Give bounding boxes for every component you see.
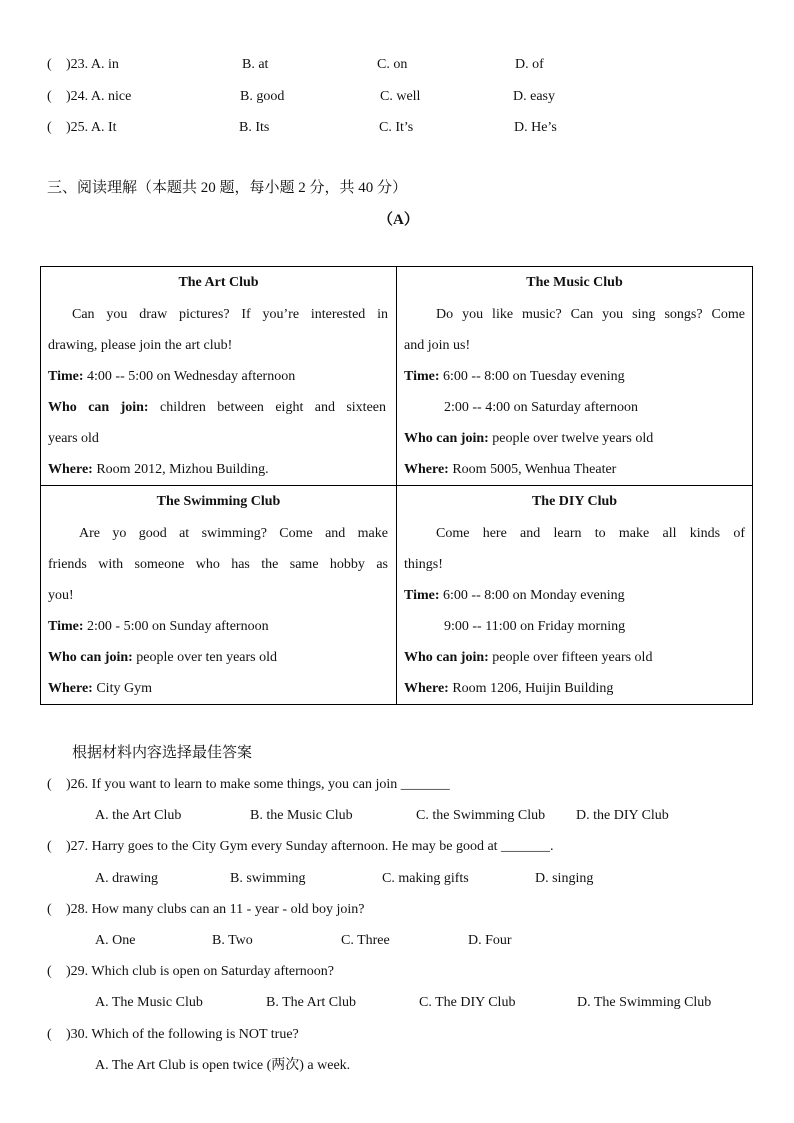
- club-who-row: [48, 649, 277, 667]
- club-description-cont: things!: [404, 557, 443, 572]
- answer-paren: (: [47, 777, 52, 792]
- option-d: D. The Swimming Club: [577, 995, 712, 1010]
- time-label: Time:: [404, 369, 440, 384]
- club-description: Do you like music? Can you sing songs? Come: [436, 307, 745, 322]
- time-label: Time:: [48, 619, 84, 634]
- club-who-row: [404, 649, 652, 667]
- club-description-cont: drawing, please join the art club!: [48, 338, 233, 353]
- option-a: A. The Music Club: [95, 995, 203, 1010]
- answer-paren: (: [47, 1027, 52, 1042]
- question-stem: )28. How many clubs can an 11 - year - old boy join?: [66, 902, 365, 917]
- option-c: C. The DIY Club: [419, 995, 516, 1010]
- option-c: C. well: [380, 89, 421, 104]
- club-who: children between eight and sixteen: [160, 400, 387, 415]
- option-c: C. making gifts: [382, 871, 469, 886]
- club-time-row: [404, 368, 625, 386]
- who-label: Who can join:: [404, 650, 489, 665]
- answer-paren: (: [47, 902, 52, 917]
- option-d: D. singing: [535, 871, 594, 886]
- option-b: B. good: [240, 89, 285, 104]
- club-who-row: [404, 430, 653, 448]
- answer-paren: (: [47, 120, 52, 135]
- club-time: 4:00 -- 5:00 on Wednesday afternoon: [87, 369, 296, 384]
- option-b: B. swimming: [230, 871, 306, 886]
- club-where: City Gym: [96, 681, 152, 696]
- question-stem: )24. A. nice: [66, 89, 132, 104]
- answer-paren: (: [47, 57, 52, 72]
- option-a: A. One: [95, 933, 136, 948]
- club-description-end: you!: [48, 588, 74, 603]
- club-title: The Swimming Club: [156, 494, 281, 509]
- who-label: Who can join:: [48, 650, 133, 665]
- option-b: B. The Art Club: [266, 995, 356, 1010]
- answer-paren: (: [47, 89, 52, 104]
- question-stem: )26. If you want to learn to make some things, you can join _______: [66, 777, 450, 792]
- club-time-2: 9:00 -- 11:00 on Friday morning: [444, 619, 626, 634]
- club-description: Are yo good at swimming? Come and make: [79, 526, 388, 541]
- option-d: D. the DIY Club: [576, 808, 669, 823]
- who-label: Who can join:: [48, 400, 149, 415]
- club-where: Room 5005, Wenhua Theater: [452, 462, 617, 477]
- club-who: people over fifteen years old: [492, 650, 653, 665]
- club-time: 6:00 -- 8:00 on Monday evening: [443, 588, 625, 603]
- option-d: D. of: [515, 57, 544, 72]
- club-title: The DIY Club: [531, 494, 618, 509]
- option-b: B. at: [242, 57, 269, 72]
- club-title: The Music Club: [526, 275, 623, 290]
- club-where-row: [48, 461, 269, 479]
- option-a: A. drawing: [95, 871, 158, 886]
- option-c: C. Three: [341, 933, 390, 948]
- club-time-row: [48, 618, 269, 636]
- club-time: 6:00 -- 8:00 on Tuesday evening: [443, 369, 625, 384]
- club-who: people over twelve years old: [492, 431, 654, 446]
- club-time-2: 2:00 -- 4:00 on Saturday afternoon: [444, 400, 639, 415]
- answer-paren: (: [47, 964, 52, 979]
- time-label: Time:: [48, 369, 84, 384]
- club-description-cont: and join us!: [404, 338, 471, 353]
- option-d: D. He’s: [514, 120, 557, 135]
- club-title: The Art Club: [178, 275, 259, 290]
- club-who-cont: years old: [48, 431, 99, 446]
- club-time-row: [48, 368, 295, 386]
- club-description: Can you draw pictures? If you’re interested in: [72, 307, 388, 322]
- option-d: D. Four: [468, 933, 512, 948]
- option-b: B. Two: [212, 933, 253, 948]
- club-where-row: [404, 461, 616, 479]
- question-stem: )30. Which of the following is NOT true?: [66, 1027, 299, 1042]
- diy-club-cell: [397, 486, 753, 705]
- section-heading: 三、阅读理解（本题共 20 题，每小题 2 分，共 40 分）: [47, 180, 408, 196]
- club-where: Room 1206, Huijin Building: [452, 681, 614, 696]
- club-description-cont: friends with someone who has the same hobby as: [48, 557, 388, 572]
- art-club-cell: [41, 267, 397, 486]
- club-where-row: [404, 680, 613, 698]
- option-c: C. the Swimming Club: [416, 808, 546, 823]
- club-where-row: [48, 680, 152, 698]
- swimming-club-cell: [41, 486, 397, 705]
- where-label: Where:: [48, 681, 93, 696]
- time-label: Time:: [404, 588, 440, 603]
- club-description: Come here and learn to make all kinds of: [436, 526, 745, 541]
- where-label: Where:: [48, 462, 93, 477]
- option-b: B. the Music Club: [250, 808, 353, 823]
- instruction: 根据材料内容选择最佳答案: [72, 745, 253, 761]
- option-a: A. The Art Club is open twice (两次) a week.: [95, 1058, 351, 1073]
- passage-label: （A）: [378, 212, 419, 228]
- club-time-row: [404, 587, 625, 605]
- question-stem: )23. A. in: [66, 57, 119, 72]
- club-who: people over ten years old: [136, 650, 278, 665]
- option-d: D. easy: [513, 89, 555, 104]
- who-label: Who can join:: [404, 431, 489, 446]
- club-time: 2:00 - 5:00 on Sunday afternoon: [87, 619, 269, 634]
- option-a: A. the Art Club: [95, 808, 182, 823]
- question-stem: )25. A. It: [66, 120, 117, 135]
- where-label: Where:: [404, 681, 449, 696]
- clubs-table: [40, 266, 753, 705]
- option-b: B. Its: [239, 120, 270, 135]
- club-who-row: [48, 399, 386, 417]
- answer-paren: (: [47, 839, 52, 854]
- question-stem: )29. Which club is open on Saturday afternoon?: [66, 964, 335, 979]
- where-label: Where:: [404, 462, 449, 477]
- club-where: Room 2012, Mizhou Building.: [96, 462, 269, 477]
- option-c: C. on: [377, 57, 408, 72]
- music-club-cell: [397, 267, 753, 486]
- option-c: C. It’s: [379, 120, 414, 135]
- question-stem: )27. Harry goes to the City Gym every Sunday afternoon. He may be good at _______.: [66, 839, 554, 854]
